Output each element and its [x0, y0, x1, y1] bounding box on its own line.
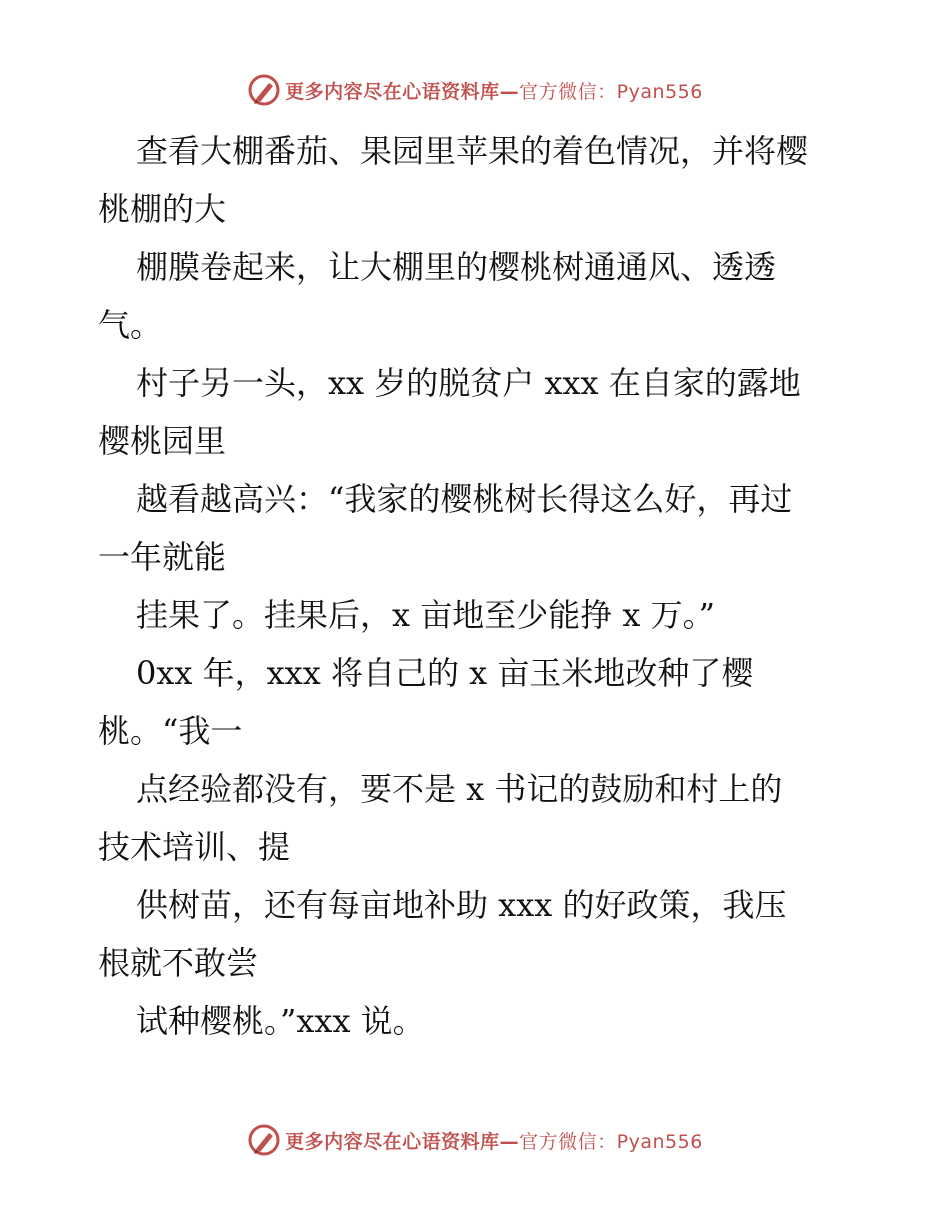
footer-watermark — [0, 1120, 950, 1160]
pen-logo-icon — [247, 73, 281, 107]
watermark-prefix: 更多内容尽在心语资料库— — [285, 1130, 520, 1153]
body-line: 一年就能 — [98, 538, 227, 576]
body-line: 桃棚的大 — [98, 190, 227, 228]
header-watermark — [0, 70, 950, 110]
pen-logo-icon — [247, 1123, 281, 1157]
body-line: 供树苗，还有每亩地补助 xxx 的好政策，我压 — [136, 886, 787, 924]
body-line: 樱桃园里 — [98, 422, 227, 460]
body-line: 技术培训、提 — [98, 828, 291, 866]
body-line: 气。 — [98, 306, 163, 344]
body-line: 根就不敢尝 — [98, 944, 259, 982]
body-line: 棚膜卷起来，让大棚里的樱桃树通通风、透透 — [136, 248, 777, 286]
body-line: 越看越高兴：“我家的樱桃树长得这么好，再过 — [136, 480, 793, 518]
body-line: 挂果了。挂果后，x 亩地至少能挣 x 万。” — [136, 596, 715, 634]
body-line: 试种樱桃。”xxx 说。 — [136, 1002, 425, 1040]
body-line: 村子另一头，xx 岁的脱贫户 xxx 在自家的露地 — [136, 364, 801, 402]
body-line: 点经验都没有，要不是 x 书记的鼓励和村上的 — [136, 770, 783, 808]
watermark-text — [285, 77, 703, 104]
watermark-wechat: 官方微信：Pyan556 — [519, 80, 703, 103]
watermark-text — [285, 1127, 703, 1154]
body-line: 桃。“我一 — [98, 712, 243, 750]
watermark-wechat: 官方微信：Pyan556 — [519, 1130, 703, 1153]
watermark-prefix: 更多内容尽在心语资料库— — [285, 80, 520, 103]
body-line: 查看大棚番茄、果园里苹果的着色情况，并将樱 — [136, 132, 809, 170]
body-line: 0xx 年，xxx 将自己的 x 亩玉米地改种了樱 — [136, 654, 754, 692]
